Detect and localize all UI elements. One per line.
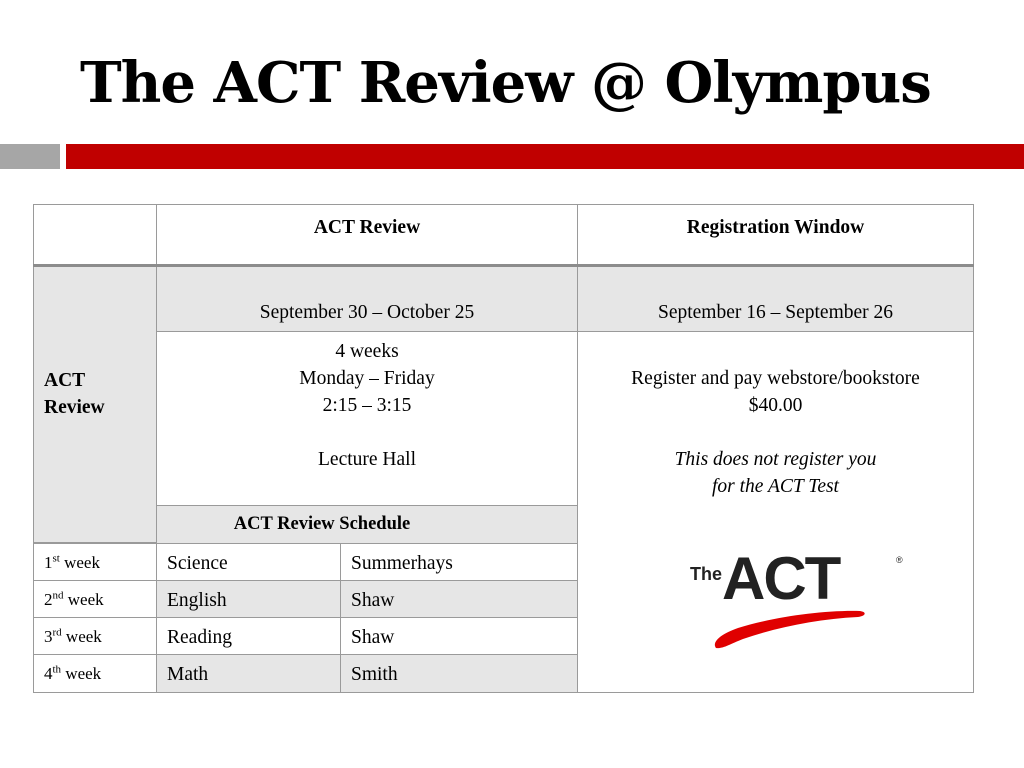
spacer: [578, 419, 973, 446]
teacher-cell: Shaw: [340, 580, 578, 618]
week-label: 3rd week: [33, 617, 157, 655]
decorative-red-bar: [66, 144, 1024, 169]
schedule-header-cell: [156, 505, 578, 544]
review-time: 2:15 – 3:15: [322, 395, 412, 416]
header-empty-cell: [33, 204, 157, 266]
review-dates: September 30 – October 25: [259, 302, 475, 323]
schedule-header: ACT Review Schedule: [233, 514, 411, 534]
review-days: Monday – Friday: [299, 368, 435, 389]
decorative-grey-bar: [0, 144, 60, 169]
logo-big-text: ACT: [722, 551, 840, 612]
registration-dates: September 16 – September 26: [657, 302, 894, 323]
registration-dates-cell: [577, 266, 974, 332]
review-location: Lecture Hall: [318, 449, 416, 470]
spacer: [157, 419, 577, 446]
row-label-text: ACT Review: [44, 370, 105, 418]
registration-note-line-2: for the ACT Test: [712, 476, 839, 497]
row-label-act-review: [33, 266, 157, 543]
review-duration: 4 weeks: [335, 341, 399, 362]
teacher-cell: Smith: [340, 654, 578, 693]
review-dates-cell: [156, 266, 578, 332]
logo-registered-mark: ®: [896, 555, 903, 565]
teacher-cell: Shaw: [340, 617, 578, 655]
logo-red-swoosh: [715, 611, 865, 648]
review-details-cell: [156, 331, 578, 506]
subject-cell: Reading: [156, 617, 341, 655]
registration-instructions: Register and pay webstore/bookstore: [631, 368, 920, 389]
header-registration-window: Registration Window: [577, 204, 974, 266]
header-divider: [33, 264, 974, 267]
registration-fee: $40.00: [748, 395, 803, 416]
week-label: 4th week: [33, 654, 157, 693]
logo-small-text: The: [690, 564, 723, 584]
subject-cell: English: [156, 580, 341, 618]
review-table: [33, 204, 974, 693]
subject-cell: Science: [156, 543, 341, 581]
registration-note-line-1: This does not register you: [674, 449, 877, 470]
act-logo: [688, 551, 908, 661]
subject-cell: Math: [156, 654, 341, 693]
week-label: 1st week: [33, 543, 157, 581]
slide-title: The ACT Review @ Olympus: [80, 50, 931, 116]
week-label: 2nd week: [33, 580, 157, 618]
teacher-cell: Summerhays: [340, 543, 578, 581]
header-act-review: ACT Review: [156, 204, 578, 266]
